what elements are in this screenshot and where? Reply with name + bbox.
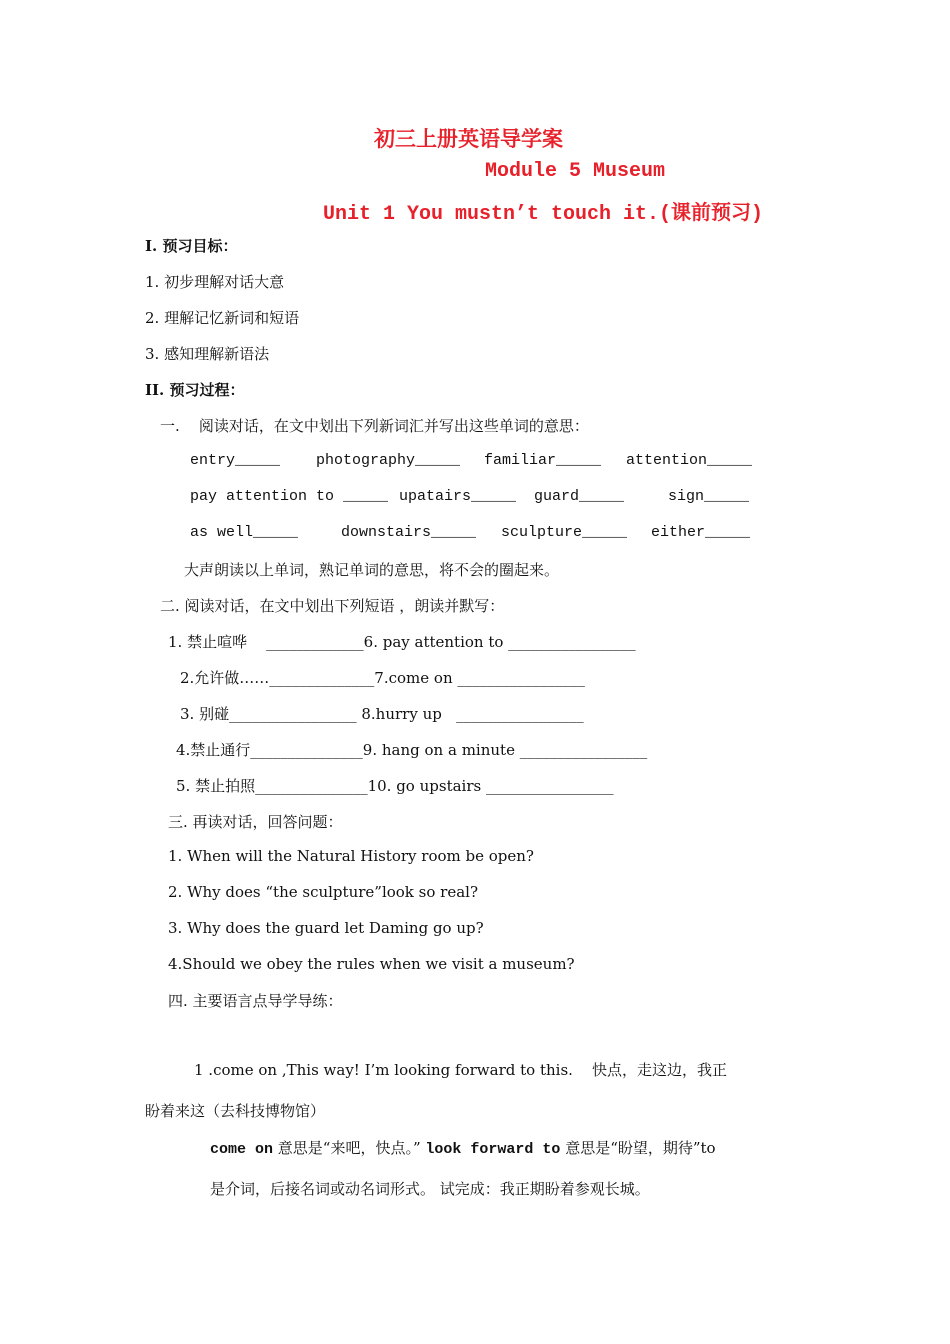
part1-note: 大声朗读以上单词，熟记单词的意思，将不会的圈起来。: [184, 561, 560, 579]
phrase-line: 5. 禁止拍照_______________10. go upstairs _________________: [176, 777, 614, 795]
question: 1. When will the Natural History room be open?: [168, 847, 534, 865]
vocab-item: pay attention to _____: [190, 488, 389, 505]
vocab-item: as well_____: [190, 524, 299, 541]
question: 4.Should we obey the rules when we visit a museum?: [168, 955, 575, 973]
question: 3. Why does the guard let Daming go up?: [168, 919, 484, 937]
unit-title: Unit 1 You mustn’t touch it.(课前预习): [323, 203, 764, 226]
vocab-item: familiar_____: [484, 452, 602, 469]
goal-item: 3. 感知理解新语法: [145, 345, 270, 363]
goals-heading: I. 预习目标：: [145, 237, 238, 255]
phrase-line: 1. 禁止喧哗 _____________6. pay attention to _________________: [168, 633, 636, 651]
question: 2. Why does “the sculpture”look so real?: [168, 883, 478, 901]
term-come-on: come on: [210, 1141, 274, 1158]
goal-item: 2. 理解记忆新词和短语: [145, 309, 300, 327]
phrase-line: 3. 别碰_________________ 8.hurry up _________________: [180, 705, 584, 723]
vocab-item: attention_____: [626, 452, 753, 469]
language-point-continued: 盼着来这（去科技博物馆）: [145, 1102, 326, 1120]
part3-instruction: 三. 再读对话，回答问题：: [168, 813, 343, 831]
explanation-line: 是介词，后接名词或动名词形式。 试完成：我正期盼着参观长城。: [210, 1180, 650, 1198]
module-title: Module 5 Museum: [485, 160, 666, 183]
vocab-item: photography_____: [316, 452, 461, 469]
explanation-text: 意思是“盼望，期待”to: [560, 1139, 716, 1157]
vocab-item: either_____: [651, 524, 751, 541]
part2-instruction: 二. 阅读对话，在文中划出下列短语 ，朗读并默写：: [160, 597, 505, 615]
vocab-item: sculpture_____: [501, 524, 628, 541]
term-look-forward-to: look forward to: [425, 1141, 561, 1158]
phrase-line: 2.允许做……______________7.come on _________________: [180, 669, 585, 687]
vocab-item: entry_____: [190, 452, 281, 469]
page-title: 初三上册英语导学案: [374, 126, 563, 151]
part4-instruction: 四. 主要语言点导学导练：: [168, 992, 343, 1010]
vocab-item: upatairs_____: [399, 488, 517, 505]
part1-instruction: 一. 阅读对话，在文中划出下列新词汇并写出这些单词的意思：: [160, 417, 589, 435]
explanation-line: [210, 1137, 716, 1158]
goal-item: 1. 初步理解对话大意: [145, 273, 285, 291]
vocab-item: sign_____: [668, 488, 750, 505]
explanation-text: 意思是“来吧，快点。”: [273, 1139, 426, 1157]
language-point: 1 .come on ,This way! I’m looking forward to this. 快点，走这边，我正: [194, 1061, 727, 1079]
vocab-item: downstairs_____: [341, 524, 477, 541]
phrase-line: 4.禁止通行_______________9. hang on a minute _________________: [176, 741, 648, 759]
process-heading: II. 预习过程：: [145, 381, 245, 399]
vocab-item: guard_____: [534, 488, 625, 505]
